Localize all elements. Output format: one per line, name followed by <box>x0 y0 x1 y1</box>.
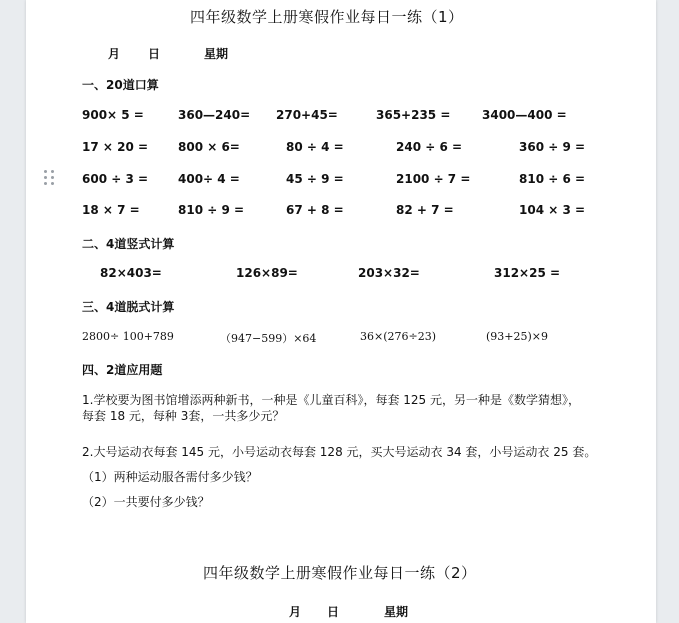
word-problem-1-line1: 1.学校要为图书馆增添两种新书，一种是《儿童百科》，每套 125 元，另一种是《数学猜想》， <box>82 393 580 407</box>
vertical-calc-item: 126×89= <box>236 266 298 280</box>
oral-calc-item: 104 × 3 = <box>519 203 586 217</box>
word-problem-2-text: 2.大号运动衣每套 145 元，小号运动衣每套 128 元，买大号运动衣 34 套，小号运动衣 25 套。 <box>82 445 597 459</box>
oral-calc-item: 17 × 20 = <box>82 140 149 154</box>
oral-calc-item: 67 + 8 = <box>286 203 344 217</box>
section-heading-vertical: 二、4道竖式计算 <box>82 237 175 251</box>
oral-calc-item: 82 + 7 = <box>396 203 454 217</box>
date-weekday-label: 星期 <box>384 605 409 619</box>
oral-calc-item: 270+45= <box>276 108 338 122</box>
vertical-calc-item: 312×25 = <box>494 266 561 280</box>
oral-calc-item: 45 ÷ 9 = <box>286 172 344 186</box>
oral-calc-item: 3400—400 = <box>482 108 567 122</box>
vertical-calc-item: 82×403= <box>100 266 162 280</box>
oral-calc-item: 600 ÷ 3 = <box>82 172 149 186</box>
page-title-2: 四年级数学上册寒假作业每日一练（2） <box>203 564 477 582</box>
page-title-1: 四年级数学上册寒假作业每日一练（1） <box>190 8 464 26</box>
oral-calc-item: 360 ÷ 9 = <box>519 140 586 154</box>
date-day-label: 日 <box>327 605 340 619</box>
oral-calc-item: 240 ÷ 6 = <box>396 140 463 154</box>
date-day-label: 日 <box>148 47 161 61</box>
oral-calc-item: 400÷ 4 = <box>178 172 240 186</box>
date-weekday-label: 星期 <box>204 47 229 61</box>
oral-calc-item: 810 ÷ 6 = <box>519 172 586 186</box>
stepwise-calc-item: (93+25)×9 <box>486 330 549 343</box>
oral-calc-item: 365+235 = <box>376 108 451 122</box>
section-heading-stepwise: 三、4道脱式计算 <box>82 300 175 314</box>
oral-calc-item: 800 × 6= <box>178 140 240 154</box>
word-problem-2-question-1: （1）两种运动服各需付多少钱？ <box>82 470 258 484</box>
date-month-label: 月 <box>289 605 302 619</box>
oral-calc-item: 2100 ÷ 7 = <box>396 172 471 186</box>
stepwise-calc-item: （947−599）×64 <box>220 332 317 345</box>
oral-calc-item: 900× 5 = <box>82 108 144 122</box>
drag-handle-icon[interactable] <box>44 170 56 186</box>
document-page <box>26 0 656 623</box>
section-heading-word-problems: 四、2道应用题 <box>82 363 163 377</box>
stepwise-calc-item: 2800÷ 100+789 <box>82 330 174 343</box>
oral-calc-item: 18 × 7 = <box>82 203 140 217</box>
section-heading-oral: 一、20道口算 <box>82 78 159 92</box>
vertical-calc-item: 203×32= <box>358 266 420 280</box>
stepwise-calc-item: 36×(276÷23) <box>360 330 437 343</box>
oral-calc-item: 810 ÷ 9 = <box>178 203 245 217</box>
date-month-label: 月 <box>108 47 121 61</box>
oral-calc-item: 80 ÷ 4 = <box>286 140 344 154</box>
word-problem-2-question-2: （2）一共要付多少钱？ <box>82 495 210 509</box>
word-problem-1-line2: 每套 18 元，每种 3套，一共多少元？ <box>82 409 285 423</box>
oral-calc-item: 360—240= <box>178 108 251 122</box>
